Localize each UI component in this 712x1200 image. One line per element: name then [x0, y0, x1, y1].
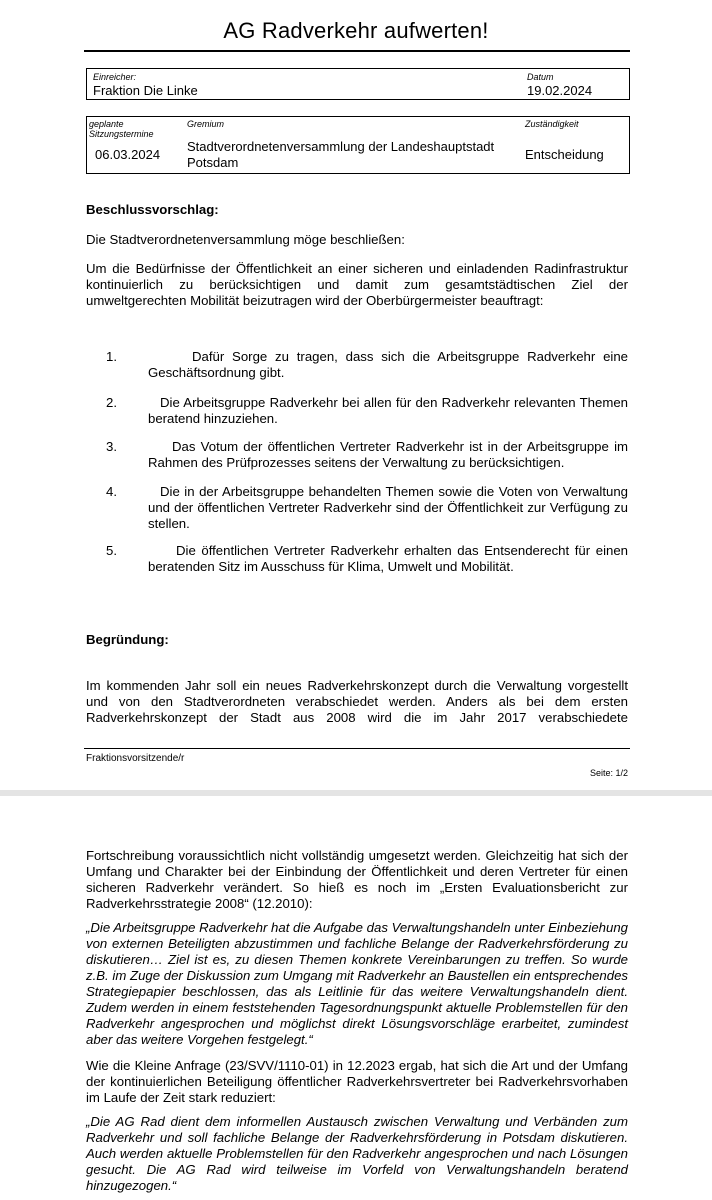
proposal-item: Die in der Arbeitsgruppe behandelten Themen sowie die Voten von Verwaltung und der öffentlichen Vertreter Radverkehr sind der Öffentlichkeit zur Verfügung zu stellen. [148, 484, 628, 531]
submitter-box [86, 68, 630, 100]
submitter-label: Einreicher: [93, 72, 137, 82]
item-number: 5. [106, 543, 117, 558]
item-number: 3. [106, 439, 117, 454]
proposal-paragraph: Um die Bedürfnisse der Öffentlichkeit an einer sicheren und einladenden Radinfrastruktur kontinuierlich zu berücksichtigen und damit zum gesamtstädtischen Ziel der umweltgerechten Mobilität beizutragen wird der Oberbürgermeister beauftragt: [86, 261, 628, 308]
body-label: Gremium [187, 119, 225, 129]
document-page-2 [0, 796, 712, 1200]
session-date-value: 06.03.2024 [95, 147, 161, 162]
responsibility-value: Entscheidung [525, 147, 604, 162]
sessions-label-line1: geplante [89, 119, 124, 129]
page2-paragraph: Wie die Kleine Anfrage (23/SVV/1110-01) in 12.2023 ergab, hat sich die Art und der Umfang der kontinuierlichen Beteiligung öffentlicher Radverkehrsvertreter bei Radverkehrsvorhaben im Laufe der Zeit stark reduziert: [86, 1058, 628, 1105]
title-divider [84, 50, 630, 52]
proposal-item: Das Votum der öffentlichen Vertreter Radverkehr ist in der Arbeitsgruppe im Rahmen des Prüfprozesses seitens der Verwaltung zu berücksichtigen. [148, 439, 628, 470]
proposal-item: Die öffentlichen Vertreter Radverkehr erhalten das Entsenderecht für einen beratenden Sitz im Ausschuss für Klima, Umwelt und Mobilität. [148, 543, 628, 574]
page2-quote: „Die Arbeitsgruppe Radverkehr hat die Aufgabe das Verwaltungshandeln unter Einbeziehung von externen Beteiligten abzustimmen und fachliche Belange der Radverkehrsförderung zu diskutieren… Ziel ist es, zu diesen Themen konkrete Vereinbarungen zu treffen. So wurde z.B. im Zuge der Diskussion zum Umgang mit Radverkehr an Baustellen ein entsprechendes Strategiepapier beschlossen, das als Leitlinie für das weitere Verwaltungshandeln dient. Zudem werden in einem feststehenden Tagesordnungspunkt aktuelle Problemstellen für den Radverkehr angesprochen und möglichst direkt Lösungsvorschläge erarbeitet, zumindest aber das weitere Vorgehen festgelegt.“ [86, 920, 628, 1047]
reason-paragraph: Im kommenden Jahr soll ein neues Radverkehrskonzept durch die Verwaltung vorgestellt und von den Stadtverordneten verabschiedet werden. Anders als bei dem ersten Radverkehrskonzept der Stadt aus 2008 wird die im Jahr 2017 verabschiedete [86, 678, 628, 725]
submitter-value: Fraktion Die Linke [93, 83, 198, 98]
session-box [86, 116, 630, 174]
footer-signature-label: Fraktionsvorsitzende/r [86, 753, 185, 764]
item-number: 4. [106, 484, 117, 499]
proposal-item: Die Arbeitsgruppe Radverkehr bei allen für den Radverkehr relevanten Themen beratend hinzuziehen. [148, 395, 628, 426]
page2-quote: „Die AG Rad dient dem informellen Austausch zwischen Verwaltung und Verbänden zum Radverkehr und soll fachliche Belange der Radverkehrsförderung in Potsdam diskutieren. Auch werden aktuelle Problemstellen für den Radverkehr angesprochen und nach Lösungen gesucht. Die AG Rad wird teilweise im Vorfeld von Verwaltungshandeln beratend hinzugezogen.“ [86, 1114, 628, 1193]
reason-heading: Begründung: [86, 632, 169, 647]
item-number: 1. [106, 349, 117, 364]
proposal-item: Dafür Sorge zu tragen, dass sich die Arbeitsgruppe Radverkehr eine Geschäftsordnung gibt. [148, 349, 628, 380]
page-number: Seite: 1/2 [589, 768, 628, 778]
item-number: 2. [106, 395, 117, 410]
sessions-label-line2: Sitzungstermine [89, 129, 154, 139]
body-value-line1: Stadtverordnetenversammlung der Landeshauptstadt [187, 139, 495, 154]
date-label: Datum [527, 72, 554, 82]
proposal-intro: Die Stadtverordnetenversammlung möge beschließen: [86, 232, 405, 247]
responsibility-label: Zuständigkeit [525, 119, 579, 129]
body-value-line2: Potsdam [187, 155, 239, 170]
document-title: AG Radverkehr aufwerten! [223, 18, 489, 43]
page2-paragraph: Fortschreibung voraussichtlich nicht vollständig umgesetzt werden. Gleichzeitig hat sich der Umfang und Charakter bei der Einbindung der Öffentlichkeit und deren Vertreter für einen sicheren Radverkehr verändert. So hieß es noch im „Ersten Evaluationsbericht zur Radverkehrsstrategie 2008“ (12.2010): [86, 848, 628, 911]
footer-divider [84, 748, 630, 749]
date-value: 19.02.2024 [527, 83, 593, 98]
proposal-heading: Beschlussvorschlag: [86, 202, 219, 217]
